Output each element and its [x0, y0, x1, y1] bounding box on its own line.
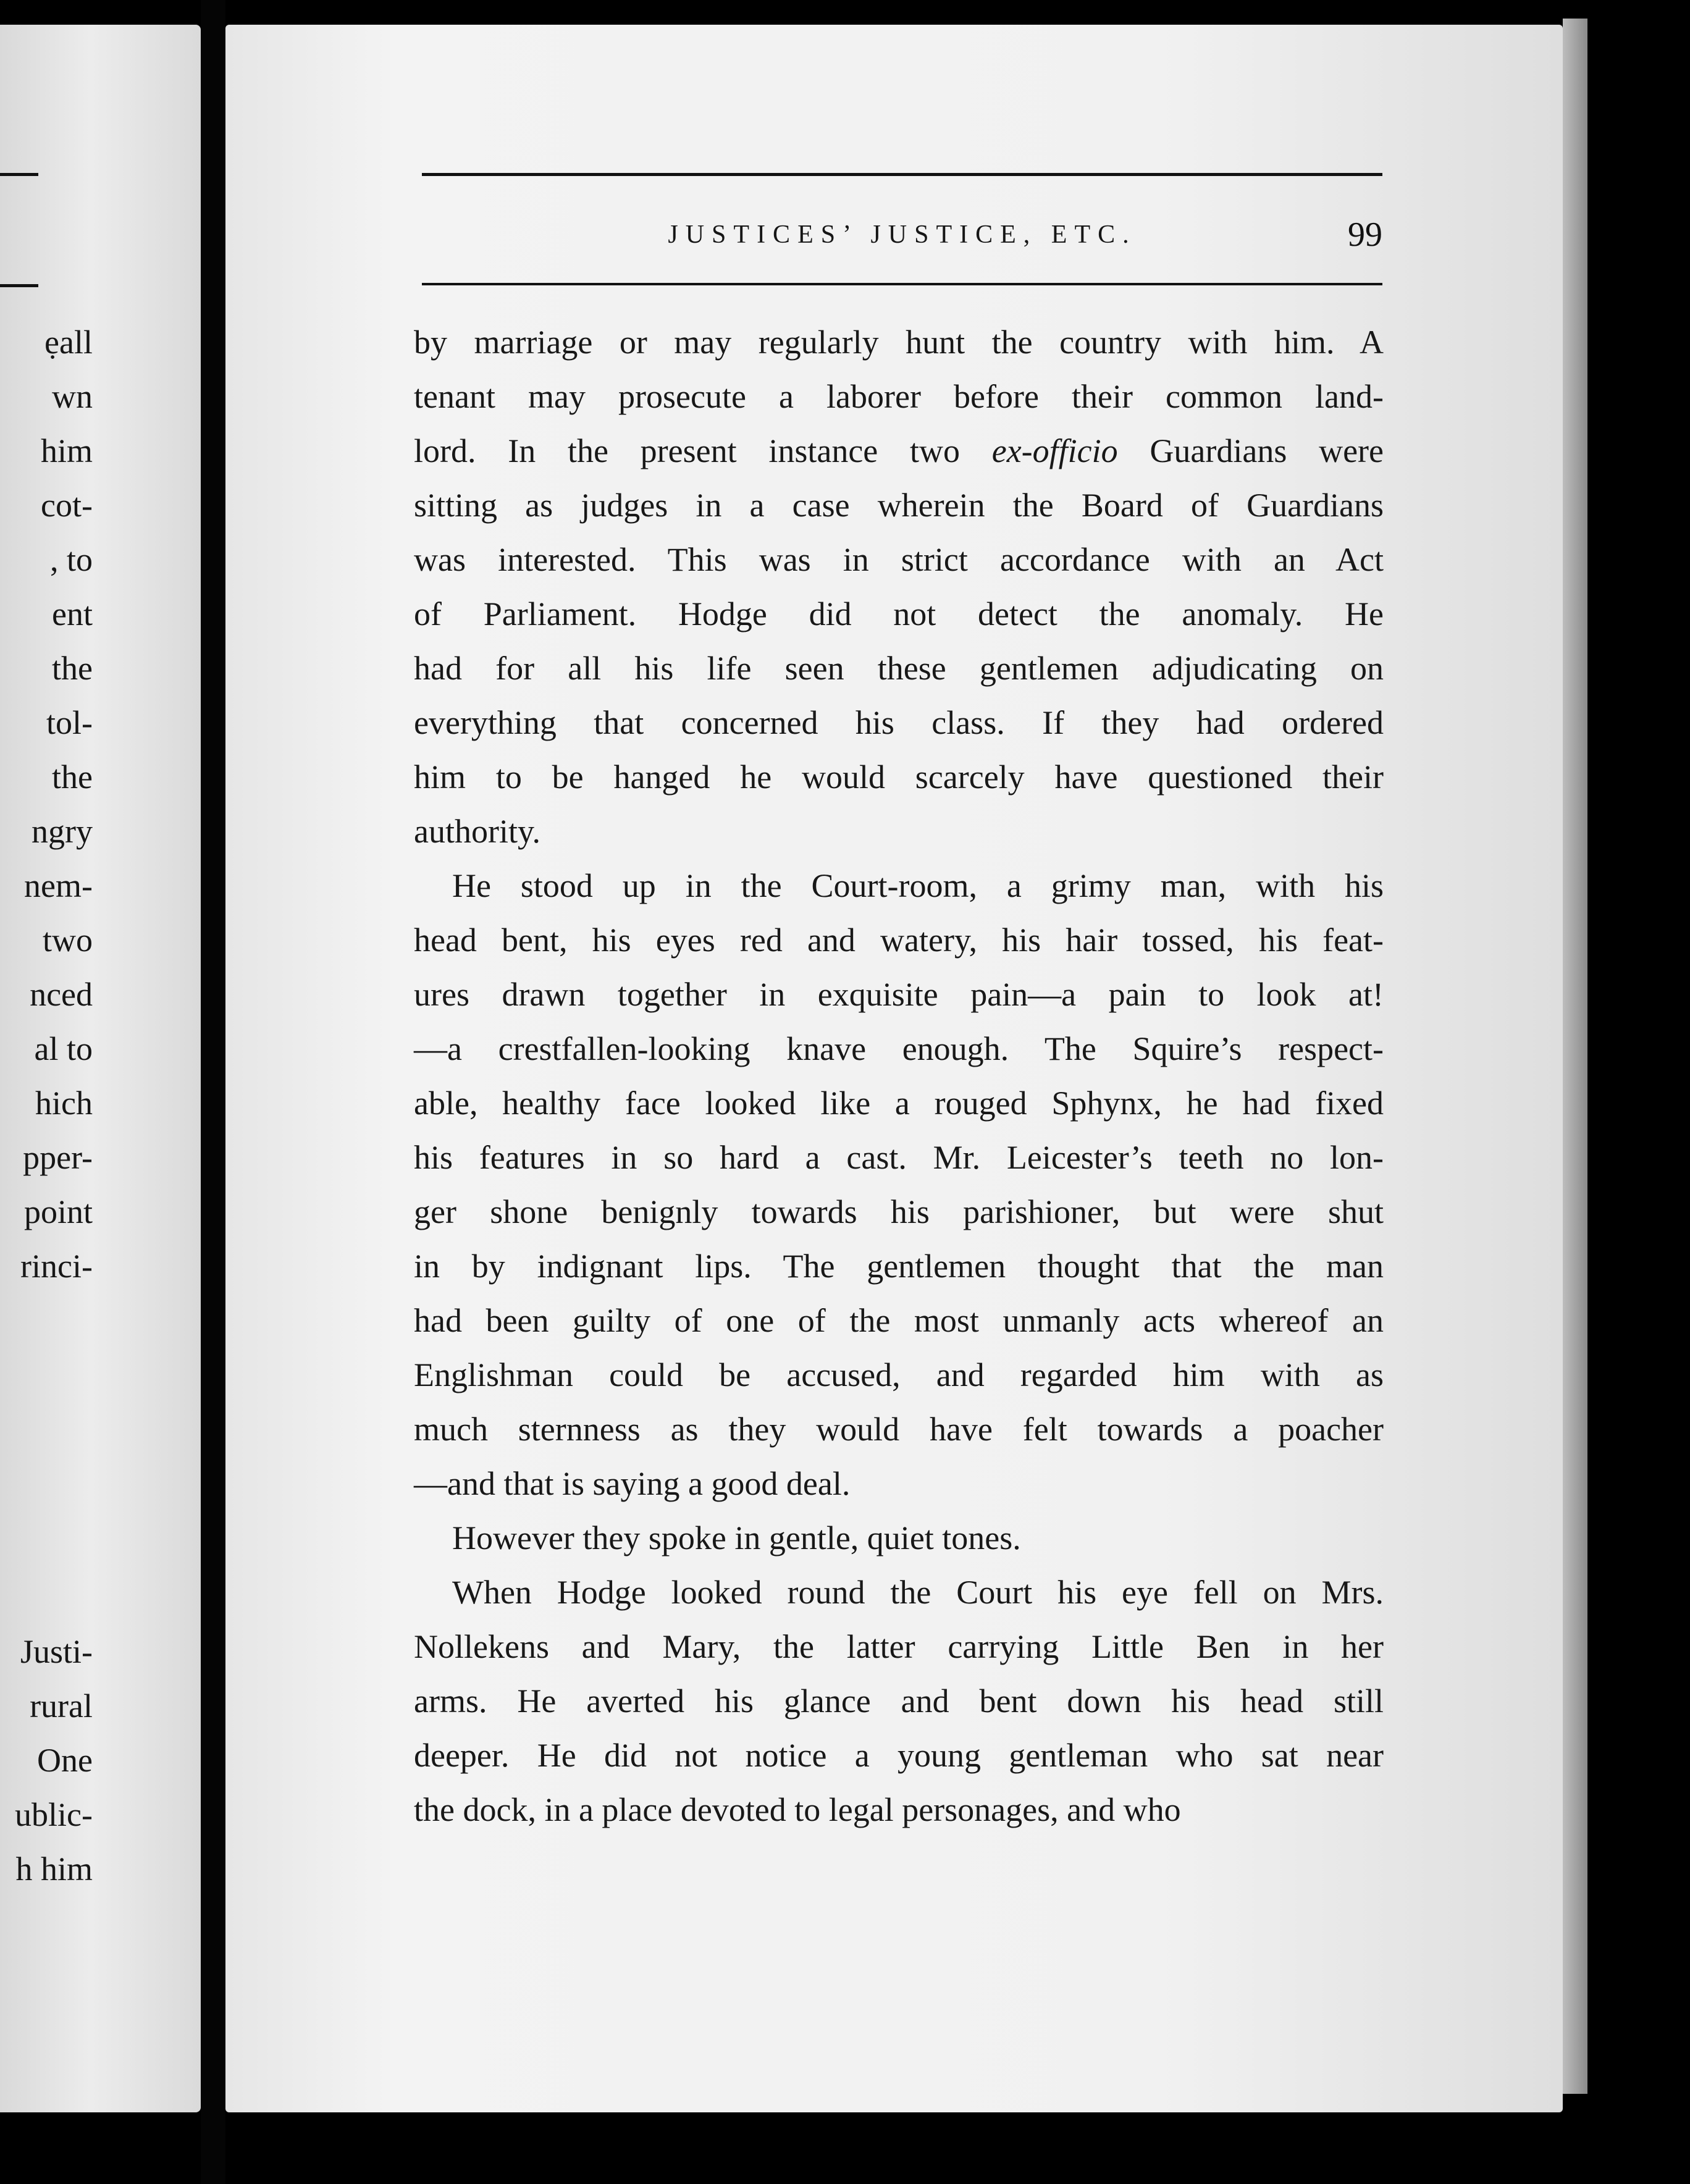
text-line: the dock, in a place devoted to legal personages, and who	[414, 1791, 1181, 1828]
previous-page-text-bottom	[0, 1624, 93, 1896]
paragraph	[414, 1565, 1384, 1837]
text-line: in by indignant lips. The gentlemen thought that the man	[414, 1248, 1384, 1285]
text-line: lord. In the present instance two ex-officio Guardians were	[414, 432, 1384, 469]
text-line: him to be hanged he would scarcely have questioned their	[414, 758, 1384, 796]
running-title: JUSTICES’ JUSTICE, ETC.	[668, 220, 1137, 249]
paragraph	[414, 1511, 1384, 1565]
previous-page-line: cot-	[41, 487, 93, 524]
previous-page-line: nem-	[24, 867, 93, 904]
previous-page-line: ẹall	[44, 324, 93, 361]
previous-page-line: the	[52, 650, 93, 687]
text-line: was interested. This was in strict accordance with an Act	[414, 541, 1384, 578]
previous-page-line: ngry	[32, 813, 93, 850]
text-line: had been guilty of one of the most unmanly acts whereof an	[414, 1302, 1384, 1339]
page-number: 99	[1348, 216, 1382, 254]
text-line: of Parliament. Hodge did not detect the anomaly. He	[414, 595, 1384, 632]
text-line: ger shone benignly towards his parishioner, but were shut	[414, 1193, 1384, 1230]
text-line: head bent, his eyes red and watery, his hair tossed, his feat-	[414, 922, 1384, 959]
text-line: everything that concerned his class. If they had ordered	[414, 704, 1384, 741]
previous-page-line: rural	[30, 1687, 93, 1724]
previous-page-line: nced	[30, 976, 93, 1013]
previous-page-line: One	[37, 1742, 93, 1779]
previous-page-line: point	[23, 1193, 93, 1230]
text-line: his features in so hard a cast. Mr. Leicester’s teeth no lon-	[414, 1139, 1384, 1176]
previous-page-line: tol-	[46, 704, 93, 741]
text-line: —a crestfallen-looking knave enough. The Squire’s respect-	[414, 1030, 1384, 1067]
paragraph	[414, 859, 1384, 1511]
previous-page-line: ublic-	[15, 1796, 93, 1833]
book-page	[225, 25, 1563, 2112]
page-edge	[1563, 19, 1587, 2094]
previous-page-line: him	[40, 432, 93, 469]
text-line: by marriage or may regularly hunt the country with him. A	[414, 324, 1384, 361]
text-line: However they spoke in gentle, quiet tones.	[452, 1519, 1021, 1556]
text-line: ures drawn together in exquisite pain—a pain to look at!	[414, 976, 1384, 1013]
text-line: Nollekens and Mary, the latter carrying Little Ben in her	[414, 1628, 1384, 1665]
previous-page-header-rule-top	[0, 173, 38, 176]
previous-page-text-top	[0, 315, 93, 1293]
text-line: sitting as judges in a case wherein the Board of Guardians	[414, 487, 1384, 524]
text-line: much sternness as they would have felt towards a poacher	[414, 1411, 1384, 1448]
text-line: tenant may prosecute a laborer before their common land-	[414, 378, 1384, 415]
previous-page-line: rinci-	[20, 1248, 93, 1285]
previous-page-line: h him	[15, 1850, 93, 1888]
header-rule-bottom	[422, 283, 1382, 285]
previous-page-line: the	[52, 758, 93, 796]
previous-page-line: al to	[34, 1030, 93, 1067]
text-line: arms. He averted his glance and bent down his head still	[414, 1682, 1384, 1720]
text-line: deeper. He did not notice a young gentleman who sat near	[414, 1737, 1384, 1774]
running-header	[422, 210, 1382, 259]
previous-page-fragment	[0, 25, 201, 2112]
text-line: able, healthy face looked like a rouged Sphynx, he had fixed	[414, 1085, 1384, 1122]
previous-page-header-rule-bottom	[0, 284, 38, 287]
text-line: He stood up in the Court-room, a grimy man, with his	[452, 867, 1384, 904]
body-text	[414, 315, 1384, 1837]
previous-page-line: ent	[52, 595, 93, 632]
text-line: —and that is saying a good deal.	[414, 1465, 851, 1502]
text-line: Englishman could be accused, and regarded him with as	[414, 1356, 1384, 1393]
previous-page-line: Justi-	[20, 1633, 93, 1670]
italic-term: ex-officio	[991, 432, 1118, 469]
text-line: authority.	[414, 813, 540, 850]
previous-page-line: wn	[52, 378, 93, 415]
previous-page-line: , to	[49, 541, 93, 578]
previous-page-line: two	[43, 922, 93, 959]
previous-page-line: pper-	[23, 1139, 93, 1176]
text-line: When Hodge looked round the Court his eye fell on Mrs.	[452, 1574, 1384, 1611]
paragraph	[414, 315, 1384, 859]
previous-page-line: hich	[35, 1085, 93, 1122]
text-line: had for all his life seen these gentlemen adjudicating on	[414, 650, 1384, 687]
header-rule-top	[422, 173, 1382, 176]
binding-gutter	[201, 0, 225, 2184]
